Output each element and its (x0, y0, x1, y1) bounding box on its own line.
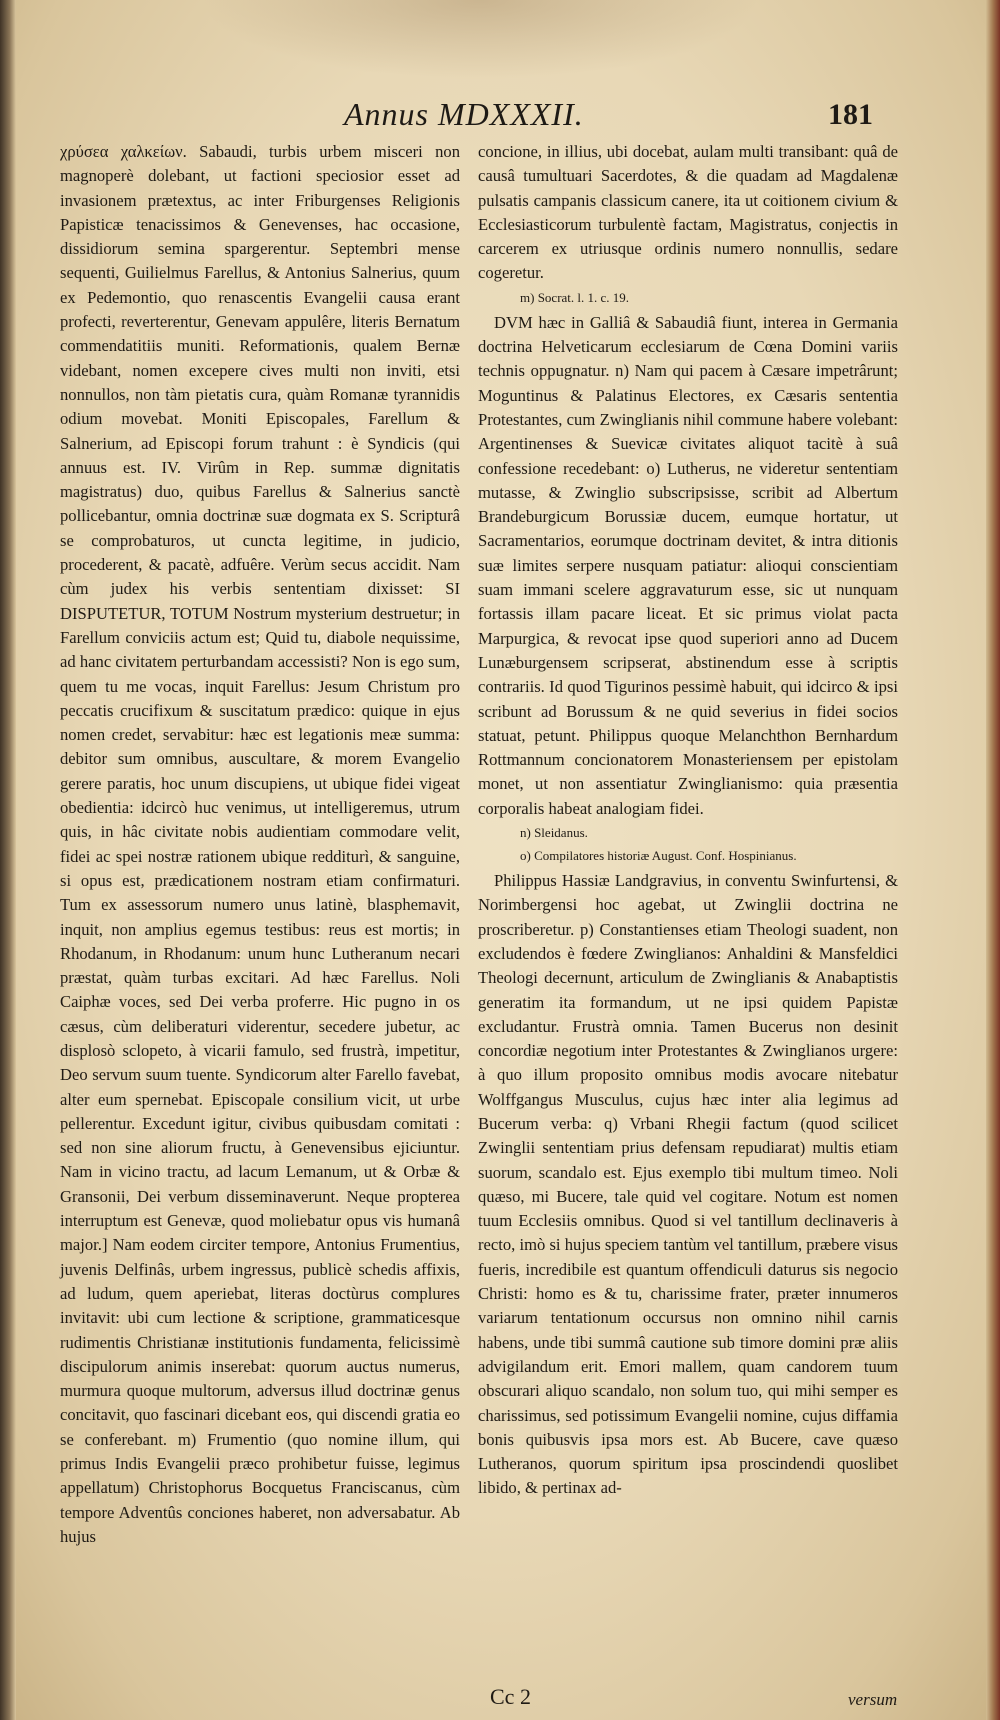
footnote-n: n) Sleidanus. (520, 825, 588, 841)
paragraph-3: Philippus Hassiæ Landgravius, in conventu Swinfurtensi, & Norimbergensi hoc agebat, ut Zwinglii doctrina ne proscriberetur. p) Constantienses etiam Theologi suadent, non excludendos è fœdere Zwinglianos: Anhaldini & Mansfeldici Theologi decernunt, articulum de Zwinglianis & Anabaptistis generatim ita formandum, ut ne ipsi quidem Papistæ excludantur. Frustrà omnia. Tamen Bucerus non desinit concordiæ negotium inter Protestantes & Zwinglianos urgere: à quo illum proposito omnibus modis avocare nitebatur Wolffgangus Musculus, cujus hæc inter alia legimus ad Bucerum verba: q) Vrbani Rhegii factum (quod scilicet Zwinglii sententiam prius defensam repudiarat) multis etiam suorum, scandalo est. Ejus exemplo tibi multum timeo. Noli quæso, mi Bucere, tale quid vel cogitare. Notum est nomen tuum Ecclesiis omnibus. Quod si vel tantillum declinaveris à recto, imò si hujus speciem tantùm vel tantillum, præbere visus fueris, incredibile est quantum offendiculi daturus sis negocio Christi: homo es & tu, charissime frater, præter innumeros variarum tentationum occursus non omnino nihil carnis habens, unde tibi summâ cautione sub timore domini præ aliis advigilandum erit. Emori mallem, quam candorem tuum obscurari aliquo scandalo, non solum tuo, qui mihi semper es charissimus, sed potissimum Evangelii nomine, cujus diffamia bonis quibusvis ipsa mors est. Ab Bucere, cave quæso Lutheranos, quorum spiritum ipsa proscindendi quoslibet libido, & pertinax ad- (478, 871, 898, 1498)
signature-mark: Cc 2 (490, 1684, 531, 1709)
page-header (0, 96, 1000, 136)
page-edge (986, 0, 1000, 1720)
paragraph-2: DVM hæc in Galliâ & Sabaudiâ fiunt, interea in Germania doctrina Helveticarum ecclesiarum de Cœna Domini variis technis oppugnatur. n) Nam qui pacem à Cæsare impetrârunt; Moguntinus & Palatinus Electores, ex Cæsaris sententia Protestantes, cum Zwinglianis nihil commune habere volebant: Argentinenses & Suevicæ civitates aliquot tacitè à suâ confessione recedebant: o) Lutherus, ne videretur sententiam mutasse, & Zwinglio subscripsisse, scribit ad Albertum Brandeburgicum Borussiæ ducem, eumque hortatur, ut Sacramentarios, eorumque doctrinam devitet, & intra ditionis suæ limites serpere nusquam patiatur: alioqui conscientiam suam immani scelere aggravaturum esse, sic ut nunquam fortassis illam pacare liceat. Et sic primus violat pacta Marpurgica, & revocat ipse quod superiori anno ad Ducem Lunæburgensem scripserat, abstinendum esse à scriptis contrariis. Id quod Tigurinos pessimè habuit, qui idcirco & ipsi scribunt ad Borussum & ne quid severius in fidei socios statuat, petunt. Philippus quoque Melanchthon Bernhardum Rottmannum concionatorem Monasteriensem per epistolam monet, ut non assentiatur Zwinglianismo: quia præsentia corporalis habeat analogiam fidei. (478, 312, 898, 818)
page-number: 181 (828, 98, 873, 131)
left-column-text: χρύσεα χαλκείων. Sabaudi, turbis urbem misceri non magnoperè dolebant, ut factioni speciosior esset ad invasionem prætextus, ac inter Friburgenses Religionis Papisticæ tenacissimos & Genevenses, hac occasione, dissidiorum semina spargerentur. Septembri mense sequenti, Guilielmus Farellus, & Antonius Salnerius, quum ex Pedemontio, quo renascentis Evangelii causa erant profecti, reverterentur, Genevam appulêre, literis Bernatum commendatitiis muniti. Reformationis, qualem Bernæ videbant, nomen excepere cives multi non inviti, etsi nonnullos, non tàm pietatis cura, quàm Romanæ tyrannidis odium movebat. Moniti Episcopales, Farellum & Salnerium, ad Episcopi forum trahunt : è Syndicis (qui annuus est. IV. Virûm in Rep. summæ dignitatis magistratus) duo, quibus Farellus & Salnerius sanctè pollicebantur, omnia doctrinæ suæ dogmata ex S. Scripturâ se comprobaturos, ut cuncta legitime, in judicio, procederent, & pacatè, adfuêre. Verùm secus accidit. Nam cùm judex his verbis sententiam dixisset: SI DISPUTETUR, TOTUM Nostrum mysterium destruetur; in Farellum conviciis actum est; Quid tu, diabole nequissime, ad hanc civitatem perturbandam accessisti? Non is ego sum, quem tu me vocas, inquit Farellus: Jesum Christum pro peccatis crucifixum & suscitatum prædico: quique in ejus nomen credet, servabitur: hæc est legationis meæ summa: debitor sum omnibus, auscultare, & morem Evangelio gerere paratis, hoc unum discupiens, ut ubique fidei vigeat obedientia: idcircò huc venimus, ut intelligeremus, utrum quis, in hâc civitate nobis audientiam commodare velit, fidei ac spei nostræ rationem ubique redditurì, & sanguine, si opus est, prædicationem nostram etiam confirmaturi. Tum ex assessorum numero unus latinè, blasphemavit, inquit, non amplius egemus testibus: reus est mortis; in Rhodanum, in Rhodanum: unum hunc Lutheranum necari præstat, quàm turbas excitari. Ad hæc Farellus. Noli Caiphæ voces, sed Dei verba proferre. Hic pugno in os cæsus, cùm deliberaturi viderentur, secedere jubetur, ac displosò sclopeto, à vicarii famulo, sed frustrà, impetitur, Deo servum suum tuente. Syndicorum alter Farello favebat, alter eum spernebat. Episcopale consilium vicit, ut urbe pellerentur. Excedunt igitur, civibus quibusdam comitati : sed non sine aliorum fructu, à Genevensibus ejiciuntur. Nam in vicino tractu, ad lacum Lemanum, ut & Orbæ & Gransonii, Dei verbum disseminaverunt. Neque propterea interruptum est Genevæ, quod moliebatur opus vis humanâ major.] Nam eodem circiter tempore, Antonius Frumentius, juvenis Delfinâs, urbem ingressus, publicè schedis affixis, ad ludum, quem aperiebat, literas doctùrus complures invitavit: ubi cum lectione & scriptione, grammaticesque rudimentis Christianæ institutionis fundamenta, felicissimè discipulorum animis inserebat: quorum auctus numerus, murmura quoque multorum, adversus illud doctrinæ genus concitavit, quo fascinari dicebant eos, qui discendi gratia eo se conferebant. m) Frumentio (quo nomine illum, qui primus Indis Evangelii præco prohibetur fuisse, legimus appellatum) Christophorus Bocquetus Franciscanus, cùm tempore Adventûs conciones haberet, non adversabatur. Ab hujus (60, 142, 460, 1546)
running-head: Annus MDXXXII. (344, 96, 584, 132)
footnote-m: m) Socrat. l. 1. c. 19. (520, 289, 630, 305)
paper-stain (200, 0, 760, 80)
paragraph-1: concione, in illius, ubi docebat, aulam multi transibant: quâ de causâ tumultuari Sacerdotes, & die quadam ad Magdalenæ pulsatis campanis classicum canere, ita ut coitionem civium & Ecclesiasticorum turbulentè factam, Magistratus, conjectis in carcerem ex utriusque ordinis numero nonnullis, sedare cogeretur. (478, 142, 898, 283)
footnote-o: o) Compilatores historiæ August. Conf. Hospinianus. (520, 848, 797, 864)
catchword: versum (848, 1690, 898, 1709)
left-column (60, 140, 460, 1549)
right-column (478, 140, 898, 1501)
gutter-shadow (0, 0, 16, 1720)
